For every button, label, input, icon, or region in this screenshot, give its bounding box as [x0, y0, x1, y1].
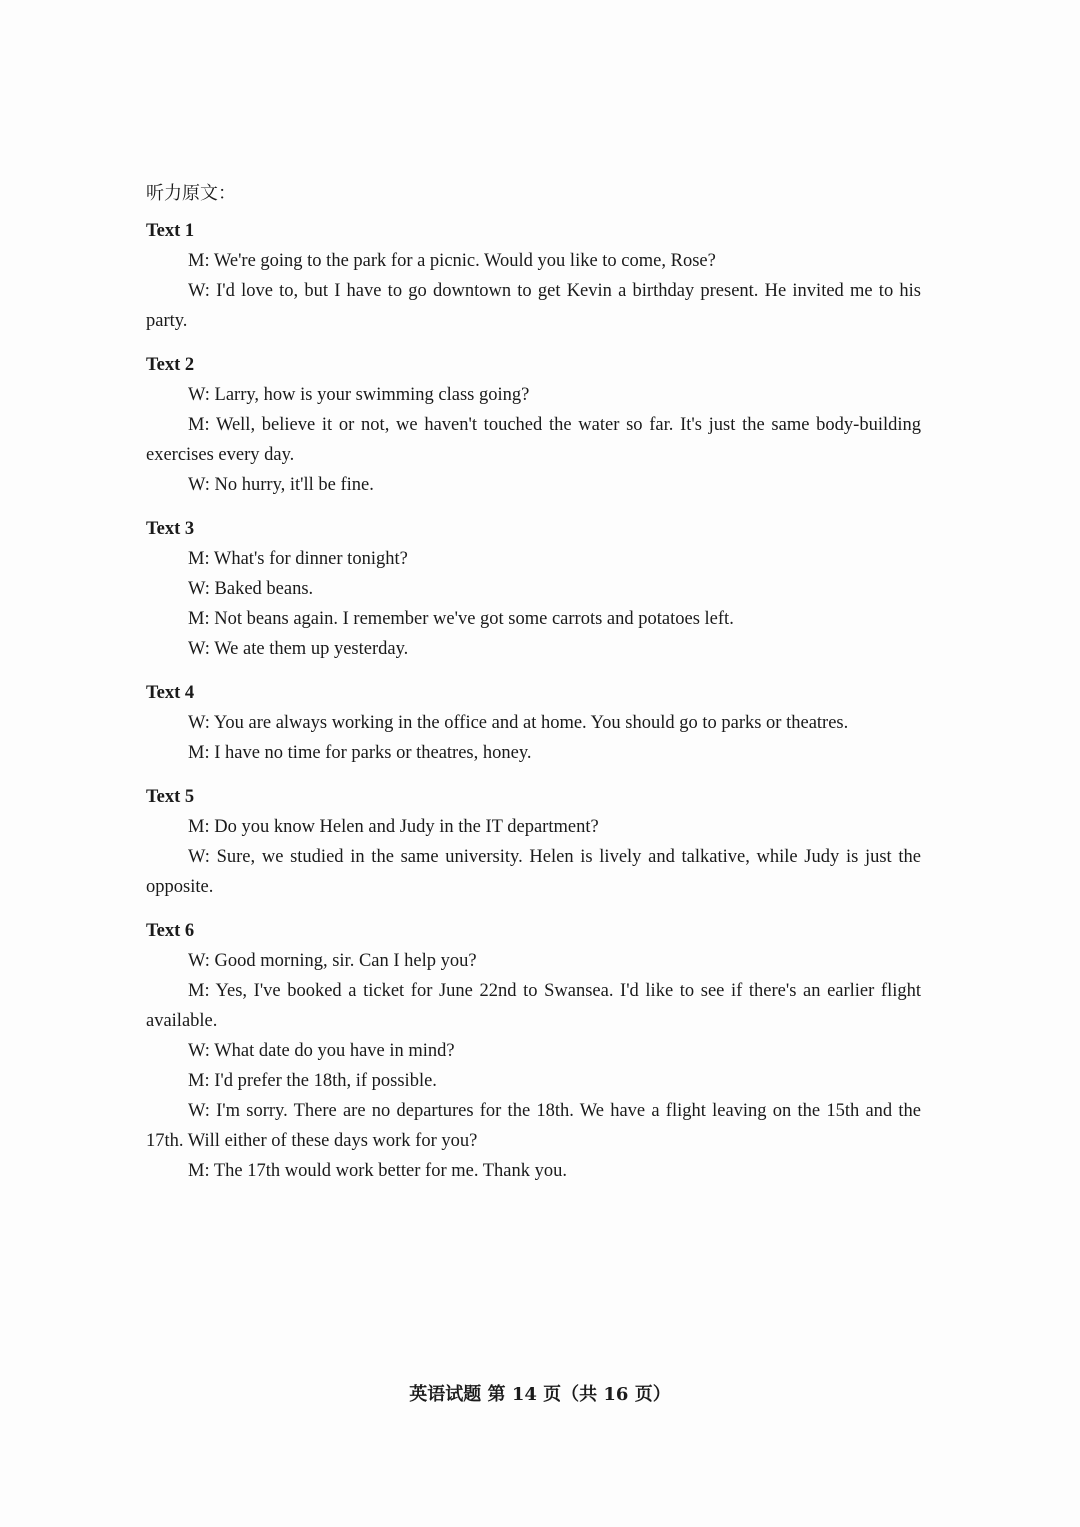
dialogue-line: W: Sure, we studied in the same university. Helen is lively and talkative, while Judy is just the opposite. [146, 847, 921, 897]
dialogue-line: W: I'd love to, but I have to go downtown to get Kevin a birthday present. He invited me to his party. [146, 281, 921, 331]
text-section-5 [146, 782, 921, 902]
dialogue-line: W: No hurry, it'll be fine. [188, 475, 374, 495]
page-footer: 英语试题 第 14 页（共 16 页） [409, 1384, 671, 1405]
dialogue-line: W: Good morning, sir. Can I help you? [188, 951, 477, 971]
dialogue-line: M: Well, believe it or not, we haven't touched the water so far. It's just the same body-building exercises every day. [146, 415, 921, 465]
dialogue-line: W: You are always working in the office and at home. You should go to parks or theatres. [188, 713, 849, 733]
section-title: Text 4 [146, 683, 195, 703]
dialogue-line: W: I'm sorry. There are no departures for the 18th. We have a flight leaving on the 15th and the 17th. Will either of these days work for you? [146, 1101, 921, 1151]
dialogue-line: W: Baked beans. [188, 579, 314, 599]
dialogue-line: M: I have no time for parks or theatres, honey. [188, 743, 532, 763]
section-title: Text 2 [146, 355, 195, 375]
section-title: Text 3 [146, 519, 195, 539]
transcript-heading: 听力原文： [146, 183, 236, 204]
text-section-1 [146, 216, 921, 336]
section-title: Text 1 [146, 221, 195, 241]
dialogue-line: M: What's for dinner tonight? [188, 549, 408, 569]
section-title: Text 6 [146, 921, 195, 941]
text-section-6 [146, 916, 921, 1186]
text-section-4 [146, 678, 921, 768]
section-title: Text 5 [146, 787, 195, 807]
dialogue-line: W: Larry, how is your swimming class going? [188, 385, 530, 405]
text-section-2 [146, 350, 921, 500]
dialogue-line: W: What date do you have in mind? [188, 1041, 455, 1061]
dialogue-line: M: Yes, I've booked a ticket for June 22nd to Swansea. I'd like to see if there's an earlier flight available. [146, 981, 921, 1031]
dialogue-line: M: The 17th would work better for me. Thank you. [188, 1161, 568, 1181]
text-section-3 [146, 514, 921, 664]
dialogue-line: M: I'd prefer the 18th, if possible. [188, 1071, 437, 1091]
dialogue-line: M: We're going to the park for a picnic. Would you like to come, Rose? [188, 251, 716, 271]
transcript-content [146, 178, 921, 1200]
dialogue-line: M: Not beans again. I remember we've got some carrots and potatoes left. [188, 609, 734, 629]
dialogue-line: W: We ate them up yesterday. [188, 639, 409, 659]
dialogue-line: M: Do you know Helen and Judy in the IT department? [188, 817, 599, 837]
